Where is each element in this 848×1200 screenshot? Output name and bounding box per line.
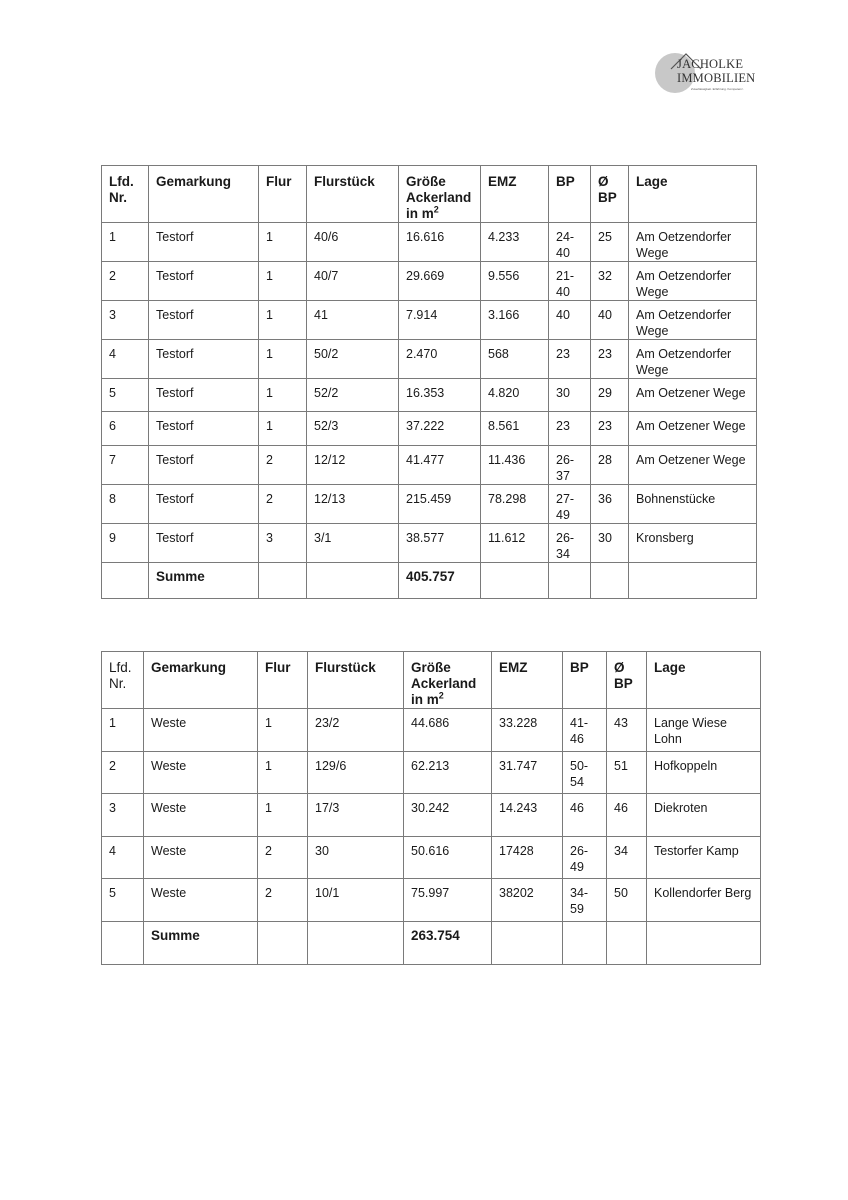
cell-lage: Am Oetzendorfer Wege [629, 340, 757, 379]
cell-bp: 23 [549, 340, 591, 379]
cell-bp: 46 [563, 794, 607, 837]
cell-groesse: 16.616 [399, 223, 481, 262]
logo-line-2: IMMOBILIEN [677, 71, 756, 85]
cell-emz: 38202 [492, 879, 563, 922]
header-emz: EMZ [481, 166, 549, 223]
cell-gemarkung: Testorf [149, 262, 259, 301]
table-row [102, 301, 757, 340]
header-groesse-exponent: 2 [438, 690, 444, 701]
cell-avg-bp: 40 [591, 301, 629, 340]
table-row [102, 340, 757, 379]
cell-flurstueck: 17/3 [308, 794, 404, 837]
table-row [102, 446, 757, 485]
cell-avg-bp: 43 [607, 709, 647, 752]
cell-flur: 2 [258, 837, 308, 879]
sum-empty-cell [481, 563, 549, 599]
cell-flur: 2 [258, 879, 308, 922]
cell-emz: 11.436 [481, 446, 549, 485]
sum-empty-cell [647, 922, 761, 965]
cell-lage: Bohnenstücke [629, 485, 757, 524]
cell-flur: 1 [258, 794, 308, 837]
sum-label: Summe [149, 563, 259, 599]
sum-empty-cell [549, 563, 591, 599]
cell-groesse: 2.470 [399, 340, 481, 379]
cell-flurstueck: 41 [307, 301, 399, 340]
cell-nr: 9 [102, 524, 149, 563]
cell-emz: 9.556 [481, 262, 549, 301]
cell-avg-bp: 25 [591, 223, 629, 262]
cell-avg-bp: 50 [607, 879, 647, 922]
cell-bp: 34-59 [563, 879, 607, 922]
cell-bp: 26-49 [563, 837, 607, 879]
table-header-row [102, 652, 761, 709]
company-logo [655, 51, 755, 95]
table-header-row [102, 166, 757, 223]
cell-avg-bp: 32 [591, 262, 629, 301]
sum-empty-cell [102, 922, 144, 965]
cell-nr: 4 [102, 837, 144, 879]
cell-flurstueck: 10/1 [308, 879, 404, 922]
cell-emz: 3.166 [481, 301, 549, 340]
cell-nr: 1 [102, 223, 149, 262]
cell-lage: Am Oetzener Wege [629, 379, 757, 412]
cell-avg-bp: 28 [591, 446, 629, 485]
cell-bp: 26-34 [549, 524, 591, 563]
header-groesse-exponent: 2 [433, 204, 439, 215]
sum-empty-cell [102, 563, 149, 599]
land-table-weste [101, 651, 761, 965]
cell-gemarkung: Testorf [149, 412, 259, 446]
cell-flur: 2 [259, 446, 307, 485]
cell-lage: Hofkoppeln [647, 752, 761, 794]
cell-flur: 3 [259, 524, 307, 563]
sum-row [102, 922, 761, 965]
cell-bp: 21-40 [549, 262, 591, 301]
sum-empty-cell [259, 563, 307, 599]
cell-emz: 33.228 [492, 709, 563, 752]
table-row [102, 485, 757, 524]
cell-gemarkung: Testorf [149, 301, 259, 340]
cell-flurstueck: 23/2 [308, 709, 404, 752]
header-groesse [399, 166, 481, 223]
land-table-testorf [101, 165, 757, 599]
cell-avg-bp: 51 [607, 752, 647, 794]
sum-empty-cell [629, 563, 757, 599]
cell-emz: 17428 [492, 837, 563, 879]
cell-flurstueck: 52/2 [307, 379, 399, 412]
header-flurstueck: Flurstück [307, 166, 399, 223]
cell-flurstueck: 3/1 [307, 524, 399, 563]
sum-empty-cell [492, 922, 563, 965]
cell-avg-bp: 23 [591, 412, 629, 446]
table-row [102, 379, 757, 412]
table-row [102, 837, 761, 879]
cell-groesse: 29.669 [399, 262, 481, 301]
cell-gemarkung: Testorf [149, 485, 259, 524]
cell-gemarkung: Weste [144, 794, 258, 837]
cell-emz: 4.233 [481, 223, 549, 262]
table-row [102, 524, 757, 563]
sum-row [102, 563, 757, 599]
cell-flur: 1 [258, 709, 308, 752]
cell-gemarkung: Weste [144, 709, 258, 752]
cell-groesse: 41.477 [399, 446, 481, 485]
cell-lage: Am Oetzendorfer Wege [629, 223, 757, 262]
cell-avg-bp: 34 [607, 837, 647, 879]
sum-value: 405.757 [399, 563, 481, 599]
cell-nr: 2 [102, 262, 149, 301]
cell-groesse: 75.997 [404, 879, 492, 922]
header-avg-bp: Ø BP [607, 652, 647, 709]
cell-groesse: 30.242 [404, 794, 492, 837]
cell-gemarkung: Weste [144, 879, 258, 922]
cell-lage: Testorfer Kamp [647, 837, 761, 879]
cell-nr: 5 [102, 379, 149, 412]
cell-avg-bp: 23 [591, 340, 629, 379]
cell-flur: 1 [258, 752, 308, 794]
cell-nr: 3 [102, 794, 144, 837]
cell-groesse: 50.616 [404, 837, 492, 879]
header-bp: BP [563, 652, 607, 709]
cell-groesse: 7.914 [399, 301, 481, 340]
table-row [102, 223, 757, 262]
cell-flurstueck: 40/6 [307, 223, 399, 262]
cell-avg-bp: 30 [591, 524, 629, 563]
header-groesse [404, 652, 492, 709]
cell-groesse: 215.459 [399, 485, 481, 524]
cell-nr: 5 [102, 879, 144, 922]
cell-lage: Am Oetzener Wege [629, 412, 757, 446]
header-nr: Lfd. Nr. [102, 652, 144, 709]
cell-emz: 568 [481, 340, 549, 379]
cell-gemarkung: Weste [144, 752, 258, 794]
cell-avg-bp: 36 [591, 485, 629, 524]
cell-groesse: 62.213 [404, 752, 492, 794]
cell-gemarkung: Testorf [149, 223, 259, 262]
cell-flur: 1 [259, 340, 307, 379]
cell-gemarkung: Testorf [149, 379, 259, 412]
cell-emz: 31.747 [492, 752, 563, 794]
cell-gemarkung: Testorf [149, 524, 259, 563]
header-bp: BP [549, 166, 591, 223]
cell-nr: 6 [102, 412, 149, 446]
table-row [102, 412, 757, 446]
cell-flurstueck: 52/3 [307, 412, 399, 446]
cell-groesse: 37.222 [399, 412, 481, 446]
sum-value: 263.754 [404, 922, 492, 965]
cell-emz: 14.243 [492, 794, 563, 837]
header-gemarkung: Gemarkung [149, 166, 259, 223]
cell-emz: 11.612 [481, 524, 549, 563]
cell-nr: 7 [102, 446, 149, 485]
header-nr: Lfd. Nr. [102, 166, 149, 223]
cell-gemarkung: Weste [144, 837, 258, 879]
cell-nr: 1 [102, 709, 144, 752]
table-row [102, 752, 761, 794]
cell-lage: Diekroten [647, 794, 761, 837]
sum-empty-cell [607, 922, 647, 965]
cell-bp: 50-54 [563, 752, 607, 794]
header-flurstueck: Flurstück [308, 652, 404, 709]
cell-bp: 41-46 [563, 709, 607, 752]
cell-groesse: 16.353 [399, 379, 481, 412]
cell-lage: Am Oetzener Wege [629, 446, 757, 485]
header-groesse-label: Größe Ackerland in m [406, 174, 472, 221]
header-lage: Lage [629, 166, 757, 223]
sum-label: Summe [144, 922, 258, 965]
cell-bp: 30 [549, 379, 591, 412]
cell-bp: 40 [549, 301, 591, 340]
cell-flurstueck: 12/13 [307, 485, 399, 524]
header-emz: EMZ [492, 652, 563, 709]
cell-nr: 2 [102, 752, 144, 794]
header-flur: Flur [259, 166, 307, 223]
sum-empty-cell [591, 563, 629, 599]
cell-groesse: 38.577 [399, 524, 481, 563]
cell-emz: 78.298 [481, 485, 549, 524]
sum-empty-cell [563, 922, 607, 965]
sum-empty-cell [258, 922, 308, 965]
cell-emz: 4.820 [481, 379, 549, 412]
cell-lage: Am Oetzendorfer Wege [629, 301, 757, 340]
sum-empty-cell [307, 563, 399, 599]
cell-flurstueck: 30 [308, 837, 404, 879]
logo-line-1: JACHOLKE [677, 57, 744, 71]
table-row [102, 794, 761, 837]
header-gemarkung: Gemarkung [144, 652, 258, 709]
header-avg-bp: Ø BP [591, 166, 629, 223]
cell-flur: 1 [259, 223, 307, 262]
cell-flurstueck: 40/7 [307, 262, 399, 301]
sum-empty-cell [308, 922, 404, 965]
header-lage: Lage [647, 652, 761, 709]
cell-lage: Kronsberg [629, 524, 757, 563]
cell-flur: 2 [259, 485, 307, 524]
cell-lage: Kollendorfer Berg [647, 879, 761, 922]
cell-avg-bp: 29 [591, 379, 629, 412]
logo-tagline: Zuverlässigkeit. Erfahrung. Kompetenz. [691, 87, 744, 91]
cell-flur: 1 [259, 262, 307, 301]
cell-gemarkung: Testorf [149, 340, 259, 379]
cell-gemarkung: Testorf [149, 446, 259, 485]
cell-groesse: 44.686 [404, 709, 492, 752]
cell-avg-bp: 46 [607, 794, 647, 837]
cell-bp: 23 [549, 412, 591, 446]
cell-flur: 1 [259, 379, 307, 412]
cell-flurstueck: 129/6 [308, 752, 404, 794]
header-flur: Flur [258, 652, 308, 709]
cell-nr: 8 [102, 485, 149, 524]
table-row [102, 709, 761, 752]
cell-nr: 4 [102, 340, 149, 379]
cell-bp: 26-37 [549, 446, 591, 485]
cell-lage: Lange Wiese Lohn [647, 709, 761, 752]
cell-flur: 1 [259, 301, 307, 340]
cell-flurstueck: 50/2 [307, 340, 399, 379]
cell-bp: 24-40 [549, 223, 591, 262]
cell-flurstueck: 12/12 [307, 446, 399, 485]
cell-nr: 3 [102, 301, 149, 340]
header-groesse-label: Größe Ackerland in m [411, 660, 477, 707]
cell-lage: Am Oetzendorfer Wege [629, 262, 757, 301]
cell-emz: 8.561 [481, 412, 549, 446]
table-row [102, 879, 761, 922]
table-row [102, 262, 757, 301]
cell-flur: 1 [259, 412, 307, 446]
cell-bp: 27-49 [549, 485, 591, 524]
